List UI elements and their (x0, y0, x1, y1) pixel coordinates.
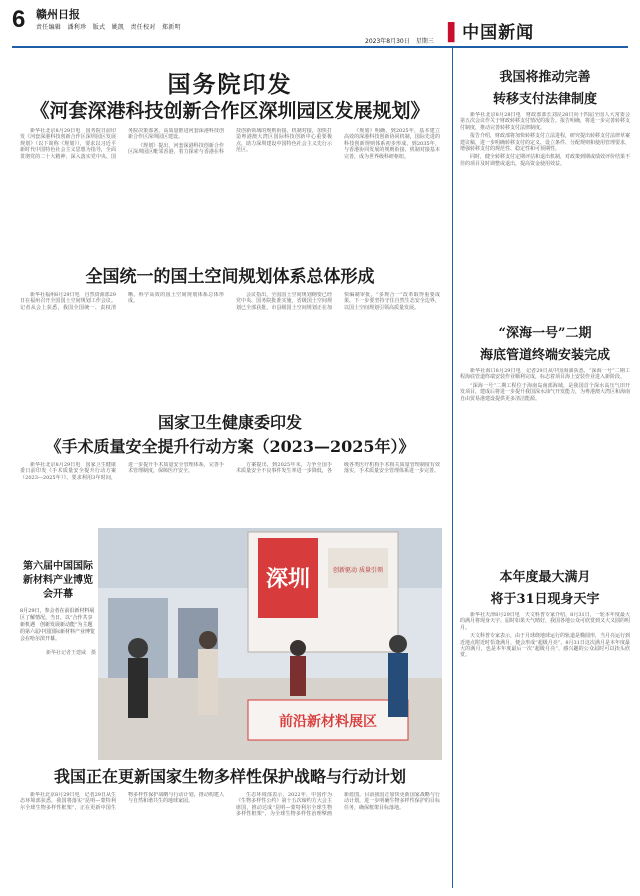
sidebar-article-3-para: 新华社天津8月29日电 天文科普专家介绍，8月31日，一轮本年度最大的满月将现身天宇。届时如果天气晴好，我国各地公众可欣赏到又大又圆的明月。 (460, 612, 630, 631)
sidebar-article-1-body (460, 112, 630, 312)
exhibition-scene-graphic (98, 528, 442, 760)
section-mark-icon: ▌ (448, 23, 463, 43)
headline-1-line-1: 国务院印发 (167, 71, 293, 98)
section-label: 中国新闻 (462, 23, 535, 43)
sidebar-headline-1-line-1: 我国将推动完善 (499, 70, 591, 85)
sidebar-article-2-body (460, 368, 630, 556)
article-3-para: 方案提出，到2025年末，力争全国手术质量安全不良事件发生率进一步降低，各级各类医疗机构手术相关质量管理制度有效落实，手术质量安全管理体系进一步完善。 (236, 462, 440, 475)
sidebar-article-2-para: 新华社海口8月29日电 记者29日从中国海油获悉，“深海一号”二期工程海底管道终端安装作业顺利完成，标志着项目海上安装作业进入新阶段。 (460, 368, 630, 381)
sidebar-article-1-para: 同时，健全转移支付定期评估和退出机制，对政策到期或绩效评价结果不佳的项目及时调整或退出，提高资金使用效益。 (460, 154, 630, 167)
article-1-para: 《规划》提出，河套深港科技创新合作区深圳园区毗邻香港，着力探索与香港在科技创新领域的规则衔接、机制对接，加快打造粤港澳大湾区国际科技创新中心重要极点，助力深圳建设中国特色社会主义先行示范区。 (128, 128, 332, 156)
sidebar-article-3-para: 天文科普专家表示，由于月球绕地球运行的轨道是椭圆形，当月亮运行到近地点附近时恰逢满月，便会形成“超级月亮”。8月31日这次满月是本年度最大的满月，也是本年度最后一次“超级月亮”，感兴趣的公众届时可以抬头欣赏。 (460, 633, 630, 659)
date-line: 2023年8月30日 星期三 (365, 38, 434, 45)
sidebar-headline-2-line-1: “深海一号”二期 (498, 326, 592, 341)
paper-name: 赣州日报 (36, 8, 80, 21)
article-4-para: 新华社北京8月29日电 记者29日从生态环境部获悉，我国将落实“昆明—蒙特利尔全球生物多样性框架”，正在更新中国生物多样性保护战略与行动计划，推动构建人与自然和谐共生的地球家园。 (20, 792, 224, 811)
headline-2: 全国统一的国土空间规划体系总体形成 (85, 267, 375, 287)
editors-line: 责任编辑 潘利珍 版式 姚凯 责任校对 郑新明 (36, 24, 181, 31)
sidebar-article-1-para: 报告介绍，财政部将加快转移支付立法进程，研究提出转移支付法律草案建议稿，进一步明确转移支付的定义、设立条件、分配规则和使用管理要求，增强转移支付的规范性、稳定性和可预期性。 (460, 133, 630, 153)
hall-banner: 前沿新材料展区 (279, 714, 377, 730)
caption-text: 8月29日，参会者在前沿新材料展区了解情况。当日，以“合作共享新机遇 创新发展新动能”为主题的第六届中国国际新材料产业博览会在哈尔滨开幕。 (20, 608, 96, 642)
caption-credit: 新华社记者王建威 摄 (45, 650, 96, 656)
article-2-para: 新华社福州8月29日电 自然资源部29日在福州召开全国国土空间规划工作会议。记者从会上获悉，我国全国统一、责权清晰、科学高效的国土空间规划体系总体形成。 (20, 292, 224, 311)
header-rule (12, 46, 628, 48)
exhibition-photo (98, 528, 442, 760)
headline-3-line-2: 《手术质量安全提升行动方案（2023—2025年）》 (45, 437, 415, 456)
article-2-body (20, 292, 440, 398)
section-title (448, 18, 618, 43)
sidebar-headline-3-line-2: 将于31日现身天宇 (490, 592, 600, 607)
sidebar-article-3-body (460, 612, 630, 888)
caption-title: 第六届中国国际新材料产业博览会开幕 (23, 561, 93, 600)
sidebar-headline-3-line-1: 本年度最大满月 (499, 570, 591, 585)
headline-3-line-1: 国家卫生健康委印发 (157, 413, 302, 432)
photo-caption (20, 560, 96, 740)
article-2-para: 会议指出，全国国土空间规划纲要已经党中央、国务院批准实施，省级国土空间规划已全部获批，市县级国土空间规划正在加快编制审批，“多规合一”改革取得重要成果。下一步要坚持守住自然生态安全边界，以国土空间规划引领高质量发展。 (236, 292, 440, 311)
article-1-para: 新华社北京8月29日电 国务院日前印发《河套深港科技创新合作区深圳园区发展规划》（以下简称《规划》），要求以习近平新时代中国特色社会主义思想为指导，全面贯彻党的二十大精神，深入落实党中央、国务院决策部署，高质量推进河套深港科技创新合作区深圳园区建设。 (20, 128, 224, 160)
headline-1-line-2: 《河套深港科技创新合作区深圳园区发展规划》 (30, 100, 430, 122)
booth-text: 创新驱动 质量引领 (333, 567, 383, 574)
page-number: 6 (12, 6, 26, 33)
article-3-body (20, 462, 440, 524)
article-1-body (20, 128, 440, 254)
article-1-para: 《规划》明确，到2025年，基本建立高效的深港科技创新协同机制，国际先进的科技创新规则体系初步形成。到2035年，与香港协同发展的规则衔接、机制对接基本完善，成为世界级科研枢纽。 (344, 128, 440, 160)
article-3-para: 新华社北京8月29日电 国家卫生健康委日前印发《手术质量安全提升行动方案（2023—2025年）》，要求利用3年时间，进一步提升手术质量安全管理体系，完善手术管理制度，保障医疗安全。 (20, 462, 224, 481)
column-divider (452, 48, 453, 888)
sidebar-article-2-para: “深海一号”二期工程位于海南岛南部海域，是我国首个深水高压气田开发项目，建成后将进一步提升我国深水油气开发能力，为粤港澳大湾区和海南自由贸易港建设提供更多清洁能源。 (460, 382, 630, 402)
booth-banner-title: 深圳 (265, 566, 311, 592)
article-4-para: 生态环境部表示，2022年，中国作为《生物多样性公约》第十五次缔约方大会主席国，推动达成“昆明—蒙特利尔全球生物多样性框架”，为全球生物多样性治理擘画新蓝图。目前我国正加快更新国家战略与行动计划，进一步明确生物多样性保护的目标任务，确保框架目标落地。 (236, 792, 440, 818)
sidebar-article-1-para: 新华社北京8月28日电 财政部部长刘昆28日向十四届全国人大常委会第五次会议作关于财政转移支付情况的报告。报告明确，将进一步完善转移支付制度，推动完善转移支付法律制度。 (460, 112, 630, 131)
masthead (0, 0, 640, 48)
sidebar-headline-2-line-2: 海底管道终端安装完成 (479, 348, 610, 363)
headline-4: 我国正在更新国家生物多样性保护战略与行动计划 (53, 767, 406, 786)
sidebar-headline-1-line-2: 转移支付法律制度 (492, 92, 597, 107)
article-4-body (20, 792, 440, 888)
